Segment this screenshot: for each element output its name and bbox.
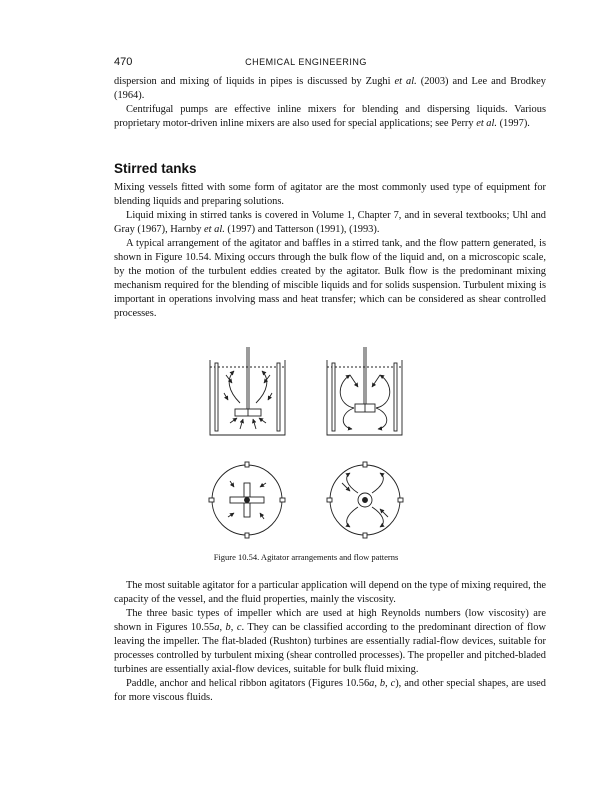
page-number: 470 [114,56,133,68]
tank-elevation-right [327,347,402,435]
paragraph: A typical arrangement of the agitator and baffles in a stirred tank, and the flow pattern generated, is shown in Figure 10.54. Mixing occurs through the bulk flow of the liquid and, on a microscopic scale, by the motion of the turbulent eddies created by the agitator. Bulk flow is the predominant mixing mechanism required for the blending of miscible liquids and for solids suspension. Turbulent mixing is important in operations involving mass and heat transfer; which can be considered as shear controlled processes. [114,238,546,319]
paragraph: Paddle, anchor and helical ribbon agitators (Figures 10.56a, b, c), and other special shapes, are used for more viscous fluids. [114,678,546,703]
impeller-text-block [114,579,546,705]
tank-plan-right [327,462,403,538]
tank-elevation-left [210,347,285,435]
section-heading: Stirred tanks [114,161,197,176]
tank-plan-left [209,462,285,538]
paragraph: Mixing vessels fitted with some form of agitator are the most commonly used type of equipment for blending liquids and preparing solutions. [114,182,546,207]
paragraph: Liquid mixing in stirred tanks is covered in Volume 1, Chapter 7, and in several textbooks; Uhl and Gray (1967), Harnby et al. (1997) and Tatterson (1991), (1993). [114,210,546,235]
figure-caption: Figure 10.54. Agitator arrangements and flow patterns [213,552,399,562]
running-head: CHEMICAL ENGINEERING [245,57,367,67]
paragraph: Centrifugal pumps are effective inline mixers for blending and dispersing liquids. Various proprietary motor-driven inline mixers are also used for special applications; see Perry et al. (1997). [114,104,546,129]
paragraph: The most suitable agitator for a particular application will depend on the type of mixing required, the capacity of the vessel, and the fluid properties, mainly the viscosity. [114,580,546,605]
paragraph: The three basic types of impeller which are used at high Reynolds numbers (low viscosity) are shown in Figures 10.55a, b, c. They can be classified according to the predominant direction of flow leaving the impeller. The flat-bladed (Rushton) turbines are essentially radial-flow devices, suitable for processes controlled by turbulent mixing (shear controlled processes). The propeller and pitched-bladed turbines are essentially axial-flow devices, suitable for bulk fluid mixing. [114,608,546,675]
paragraph: dispersion and mixing of liquids in pipes is discussed by Zughi et al. (2003) and Lee and Brodkey (1964). [114,76,546,101]
agitator-figure [190,345,422,547]
intro-text-block [114,75,546,131]
stirred-tanks-text-block [114,181,546,321]
